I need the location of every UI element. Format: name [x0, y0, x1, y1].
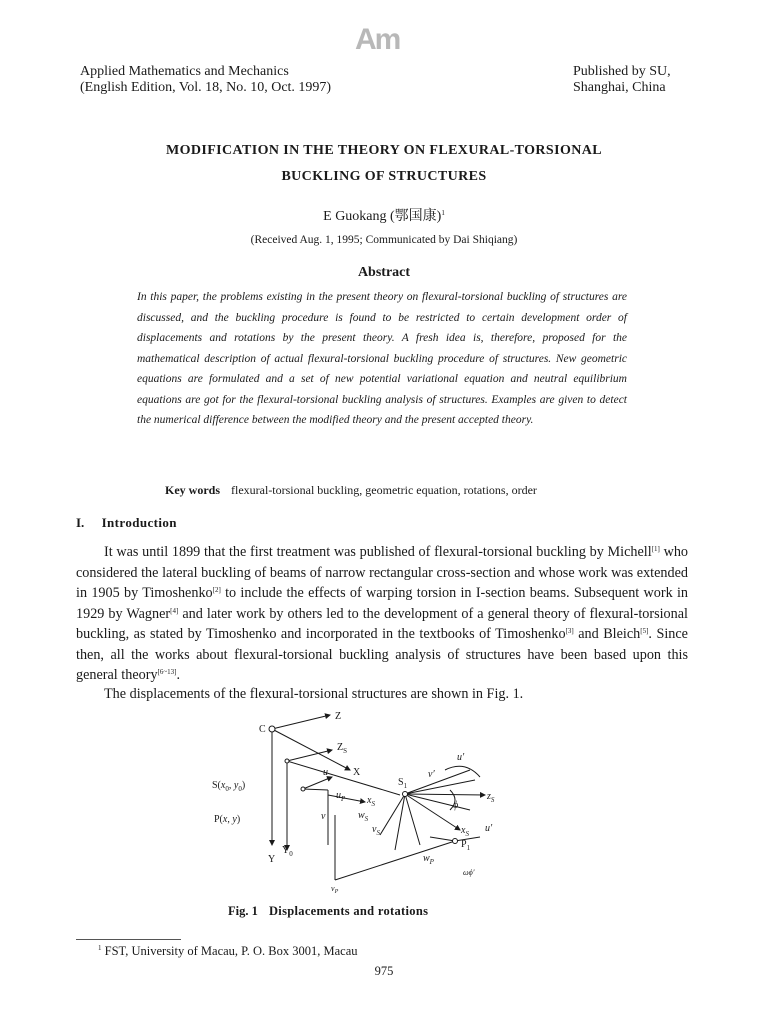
figure-caption — [228, 904, 428, 919]
para1-text-3: to include the effects of warping torsion in I-section beams. Subsequent work in 1929 by Wagner — [76, 585, 688, 622]
label-omega: ωϕ′ — [463, 868, 475, 877]
label-Z: Z — [335, 711, 342, 722]
section-number: I. — [76, 515, 85, 530]
label-u-prime-2: u′ — [485, 823, 493, 834]
label-u: u — [323, 767, 328, 778]
para1-text-5: and Bleich — [573, 626, 641, 642]
paper-title-line1: MODIFICATION IN THE THEORY ON FLEXURAL-TORSIONAL — [165, 143, 603, 158]
paper-title-line2: BUCKLING OF STRUCTURES — [281, 169, 487, 184]
arrow-xs-2 — [405, 794, 460, 830]
fan-3 — [405, 794, 470, 810]
citation-1: [1] — [651, 545, 660, 553]
fan-1 — [405, 770, 470, 794]
label-zs: $z_S$ — [487, 791, 495, 804]
label-u-prime: u′ — [457, 752, 465, 763]
citation-3: [3] — [565, 627, 574, 635]
label-v-prime: v′ — [428, 769, 435, 780]
journal-name: Applied Mathematics and Mechanics — [80, 64, 289, 79]
received-note: (Received Aug. 1, 1995; Communicated by Dai Shiqiang) — [250, 234, 518, 246]
footnote-rule — [76, 939, 181, 940]
label-xs: $x_S$ — [367, 795, 375, 808]
citation-2: [2] — [212, 586, 221, 594]
label-xs-2: $x_S$ — [461, 825, 469, 838]
para1-text-1: It was until 1899 that the first treatment was published of flexural-torsional buckling by Michell — [104, 544, 652, 560]
caption-label: Fig. 1 — [228, 904, 258, 918]
journal-edition: (English Edition, Vol. 18, No. 10, Oct. 1997) — [80, 80, 332, 95]
label-P: P(x, y) — [214, 814, 241, 825]
label-Y: Y — [268, 854, 276, 865]
arc-v-prime — [445, 766, 480, 777]
caption-text: Displacements and rotations — [268, 904, 429, 918]
footnote-text: FST, University of Macau, P. O. Box 3001, Macau — [104, 944, 358, 958]
journal-logo: Am — [355, 23, 400, 56]
label-Y0: $Y_0$ — [282, 845, 293, 858]
label-X: X — [353, 767, 361, 778]
figure-1-diagram — [195, 705, 525, 895]
para1-text-2: who considered the lateral buckling of beams of narrow rectangular cross-section and whose work was extended in 1905 by Timoshenko — [76, 544, 689, 601]
arrow-u — [303, 777, 332, 789]
label-v: v — [321, 811, 326, 822]
citation-4: [4] — [170, 606, 179, 615]
author-line — [60, 205, 708, 225]
citation-5: [5] — [640, 627, 649, 635]
label-phi: ϕ — [453, 800, 459, 811]
line-wp — [430, 837, 455, 841]
para1-text-7: . — [176, 667, 181, 683]
keywords-text: flexural-torsional buckling, geometric equation, rotations, order — [231, 483, 537, 497]
axis-z — [272, 715, 330, 729]
label-Zs: $Z_S$ — [337, 742, 348, 755]
label-C: C — [259, 724, 266, 735]
label-wp: $w_P$ — [423, 853, 434, 866]
header-right — [573, 64, 671, 96]
axis-zs-right — [405, 794, 485, 795]
fan-2 — [405, 780, 475, 794]
label-P1: $P_1$ — [461, 839, 471, 852]
abstract-heading: Abstract — [357, 265, 411, 280]
para1-text-6: . Since then, all the works about flexural-torsional buckling analysis of structures have been based upon this general theory — [76, 626, 688, 683]
author-note-mark: 1 — [441, 209, 445, 217]
header-left — [80, 64, 331, 96]
line-bottom — [335, 841, 455, 880]
section-heading — [76, 515, 177, 531]
footnote — [98, 944, 358, 959]
arrow-xs — [328, 795, 365, 802]
keywords — [165, 483, 537, 498]
citation-6-13: [6~13] — [157, 668, 177, 676]
intro-paragraph-1 — [76, 542, 688, 686]
axis-zs — [287, 750, 332, 761]
label-vs: $v_S$ — [372, 824, 380, 837]
footnote-mark: 1 — [98, 944, 102, 952]
label-S1: $S_1$ — [398, 777, 408, 790]
line-p — [303, 789, 328, 790]
intro-paragraph-2: The displacements of the flexural-torsional structures are shown in Fig. 1. — [104, 686, 524, 702]
abstract-text: In this paper, the problems existing in the present theory on flexural-torsional buckling of structures are discussed, and the buckling procedure is found to be restricted to certain development order of displacements and rotations by the present theory. A fresh idea is, therefore, proposed for the mathematical description of actual flexural-torsional buckling procedure of structures. New geometric equations are formulated and a set of new potential variational equation and neutral equilibrium equations are got for the flexural-torsional buckling analysis of structures. Examples are given to detect the numerical difference between the modified theory and the present accepted theory. — [137, 291, 627, 426]
label-up: $u_P$ — [336, 790, 346, 803]
publisher-location: Shanghai, China — [573, 80, 666, 95]
publisher: Published by SU, — [573, 64, 671, 79]
page-number: 975 — [374, 964, 394, 978]
para1-text-4: and later work by others led to the development of a general theory of flexural-torsional buckling, as stated by Timoshenko and incorporated in the textbooks of Timoshenko — [76, 605, 688, 642]
keywords-label: Key words — [165, 483, 220, 497]
label-vp: $v_P$ — [331, 884, 339, 895]
label-ws: $w_S$ — [358, 810, 369, 823]
fan-5 — [405, 794, 420, 845]
author-name: E Guokang (鄂国康) — [323, 209, 442, 224]
label-S: $S(x_0$, $y_0$) — [212, 780, 246, 793]
section-title: Introduction — [101, 515, 177, 530]
